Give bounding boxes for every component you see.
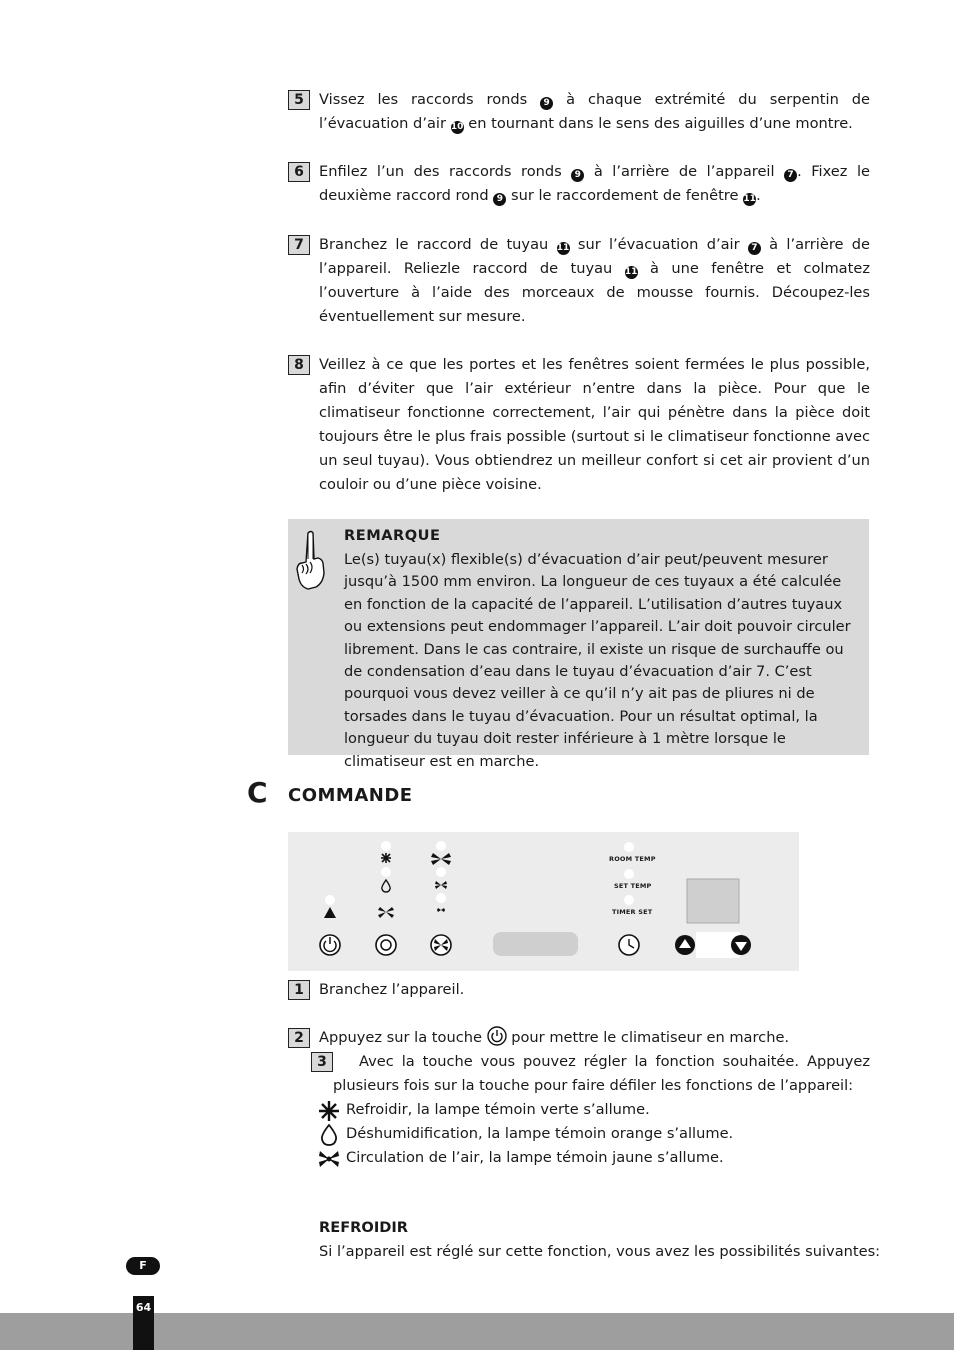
callout-10: 10 xyxy=(450,122,464,132)
step-7 xyxy=(288,233,870,329)
callout-11: 11 xyxy=(624,267,638,277)
droplet-icon xyxy=(382,880,390,892)
mode-dry xyxy=(318,1122,733,1146)
power-icon xyxy=(487,1026,507,1046)
fan-speed-button[interactable] xyxy=(431,935,451,955)
down-button[interactable] xyxy=(731,935,751,955)
step-6 xyxy=(288,160,870,208)
room-temp-label: ROOM TEMP xyxy=(609,855,656,863)
step-text: Vissez les raccords ronds 9 à chaque extrémité du serpentin de l’évacuation d’air 10 en tournant dans le sens des aiguilles d’une montre. xyxy=(319,91,870,132)
step-text: Avec la touche vous pouvez régler la fonction souhaitée. Appuyez plusieurs fois sur la touche pour faire défiler les fonctions de l’appareil: xyxy=(333,1053,870,1094)
droplet-icon xyxy=(318,1124,340,1146)
power-button[interactable] xyxy=(320,935,340,955)
callout-11: 11 xyxy=(743,194,756,204)
step-number: 2 xyxy=(288,1028,310,1048)
set-temp-label: SET TEMP xyxy=(614,882,652,890)
mode-cool xyxy=(318,1098,650,1122)
step-5 xyxy=(288,88,870,136)
snowflake-icon xyxy=(318,1100,340,1122)
callout-7: 7 xyxy=(748,242,761,255)
mode-text: Refroidir, la lampe témoin verte s’allume. xyxy=(346,1101,650,1118)
fan-low-icon xyxy=(437,908,445,912)
fan-icon xyxy=(318,1148,340,1170)
warning-icon xyxy=(324,907,336,918)
fan-medium-icon xyxy=(435,881,447,889)
note-body: Le(s) tuyau(x) flexible(s) d’évacuation d’air peut/peuvent mesurer jusqu’à 1500 mm environ. La longueur de ces tuyaux a été calculée en fonction de la capacité de l’appareil. L’utilisation d’autres tuyaux ou extensions peut endommager l’appareil. L’air doit pouvoir circuler librement. Dans le cas contraire, il existe un risque de surchauffe ou de condensation d’eau dans le tuyau d’évacuation d’air 7. C’est pourquoi vous devez veiller à ce qu’il n’y ait pas de pliures ni de torsades dans le tuyau d’évacuation. Pour un résultat optimal, la longueur du tuyau doit rester inférieure à 1 mètre lorsque le climatiseur est en marche. xyxy=(344,551,851,770)
step-text: Branchez le raccord de tuyau 11 sur l’évacuation d’air 7 à l’arrière de l’appareil. Reliezle raccord de tuyau 11 à une fenêtre et colmatez l’ouverture à l’aide des morceaux de mousse fournis. Découpez-les éventuellement sur mesure. xyxy=(319,236,871,325)
step-3 xyxy=(311,1050,870,1098)
step-number: 3 xyxy=(311,1052,333,1072)
note-box xyxy=(288,519,869,770)
fan-high-icon xyxy=(431,853,451,865)
fan-icon xyxy=(378,907,394,918)
step-number: 5 xyxy=(288,90,310,110)
page-number: 64 xyxy=(133,1296,154,1350)
step-text: Branchez l’appareil. xyxy=(319,981,465,998)
pointing-hand-icon xyxy=(294,529,328,591)
mode-text: Déshumidification, la lampe témoin orange s’allume. xyxy=(346,1125,734,1142)
callout-11: 11 xyxy=(556,243,570,253)
timer-set-label: TIMER SET xyxy=(612,908,653,916)
indicator-leds xyxy=(325,841,634,905)
step-text: Veillez à ce que les portes et les fenêtres soient fermées le plus possible, afin d’éviter que l’air extérieur n’entre dans la pièce. Pour que le climatiseur fonctionne correctement, l’air qui pénètre dans la pièce doit toujours être le plus frais possible (surtout si le climatiseur fonctionne avec un seul tuyau). Vous obtiendrez un meilleur confort si cet air provient d’un couloir ou d’une pièce voisine. xyxy=(319,356,870,493)
section-letter: C xyxy=(247,776,268,809)
step-8 xyxy=(288,353,870,497)
receiver-window xyxy=(493,932,578,956)
timer-button[interactable] xyxy=(619,935,639,955)
mode-text: Circulation de l’air, la lampe témoin jaune s’allume. xyxy=(346,1149,724,1166)
callout-9: 9 xyxy=(571,169,584,182)
digital-display xyxy=(687,879,739,923)
callout-9: 9 xyxy=(540,97,553,110)
section-title: COMMANDE xyxy=(288,785,413,806)
mode-fan xyxy=(318,1146,724,1170)
step-2 xyxy=(288,1026,870,1050)
step-number: 8 xyxy=(288,355,310,375)
control-panel-diagram xyxy=(288,832,799,971)
subsection-title: REFROIDIR xyxy=(319,1219,409,1236)
step-text: Appuyez sur la touche pour mettre le climatiseur en marche. xyxy=(319,1026,870,1050)
subsection-text: Si l’appareil est réglé sur cette fonction, vous avez les possibilités suivantes: xyxy=(319,1243,881,1260)
snowflake-icon xyxy=(381,853,391,863)
step-text: Enfilez l’un des raccords ronds 9 à l’arrière de l’appareil 7 . Fixez le deuxième raccord rond 9 sur le raccordement de fenêtre 11. xyxy=(319,163,871,204)
step-number: 6 xyxy=(288,162,310,182)
language-badge: F xyxy=(126,1257,160,1275)
up-button[interactable] xyxy=(675,935,695,955)
mode-button[interactable] xyxy=(376,935,396,955)
callout-7: 7 xyxy=(784,169,797,182)
step-number: 1 xyxy=(288,980,310,1000)
callout-9: 9 xyxy=(493,193,506,206)
step-1 xyxy=(288,978,870,1002)
step-number: 7 xyxy=(288,235,310,255)
note-title: REMARQUE xyxy=(344,527,441,544)
